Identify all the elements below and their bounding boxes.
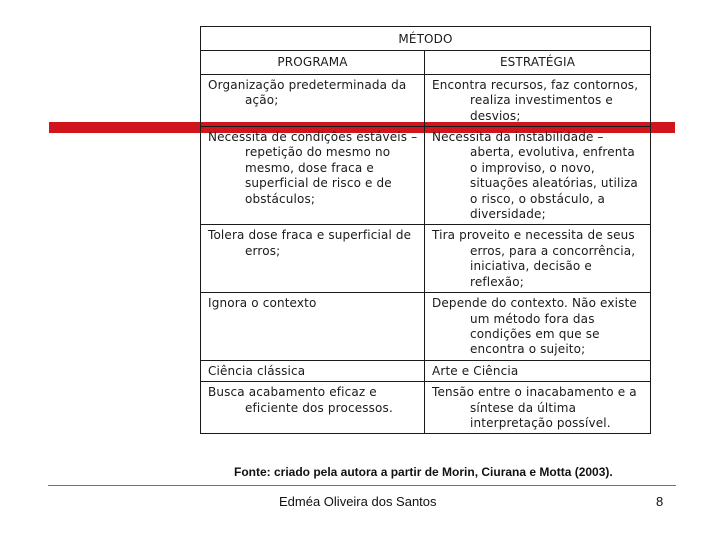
cell-text: Necessita da instabilidade – aberta, evolutiva, enfrenta o improviso, o novo, situações aleatórias, utiliza o risco, o obstáculo, a diversidade; [432,130,638,222]
cell-text: Ciência clássica [208,363,306,378]
cell-text: Arte e Ciência [432,363,519,378]
table-row [201,382,651,434]
table-cell-estrategia [425,360,651,381]
cell-text: Encontra recursos, faz contornos, realiza investimentos e desvios; [432,77,639,123]
table-source-caption: Fonte: criado pela autora a partir de Morin, Ciurana e Motta (2003). [234,465,613,479]
table-title-row [201,27,651,51]
page-number: 8 [656,494,664,509]
cell-text: Necessita de condições estáveis – repetição do mesmo no mesmo, dose fraca e superficial de risco e de obstáculos; [208,130,418,206]
table-cell-estrategia [425,293,651,361]
table-cell-estrategia [425,74,651,126]
cell-text: Depende do contexto. Não existe um método fora das condições em que se encontra o sujeito; [432,296,637,357]
table-cell-programa [201,382,425,434]
cell-text: Tensão entre o inacabamento e a síntese da última interpretação possível. [432,385,637,430]
footer-divider [48,485,676,486]
header-programa: PROGRAMA [201,51,425,74]
footer-author: Edméa Oliveira dos Santos [279,494,437,509]
cell-text: Tolera dose fraca e superficial de erros; [208,228,412,258]
header-estrategia: ESTRATÉGIA [425,51,651,74]
table-cell-programa [201,127,425,225]
table-cell-programa [201,74,425,126]
table-cell-programa [201,360,425,381]
table-row [201,225,651,293]
table-title: MÉTODO [201,27,651,51]
cell-text: Organização predeterminada da ação; [208,77,407,108]
table-row [201,74,651,126]
table-row [201,293,651,361]
cell-text: Ignora o contexto [208,296,317,311]
table-cell-estrategia [425,382,651,434]
cell-text: Busca acabamento eficaz e eficiente dos processos. [208,385,393,415]
table-header-row [201,51,651,74]
table-cell-estrategia [425,127,651,225]
table-row [201,127,651,225]
cell-text: Tira proveito e necessita de seus erros, para a concorrência, iniciativa, decisão e reflexão; [432,228,636,289]
table-cell-programa [201,293,425,361]
table-cell-estrategia [425,225,651,293]
table-row [201,360,651,381]
table-cell-programa [201,225,425,293]
method-table [200,26,651,434]
